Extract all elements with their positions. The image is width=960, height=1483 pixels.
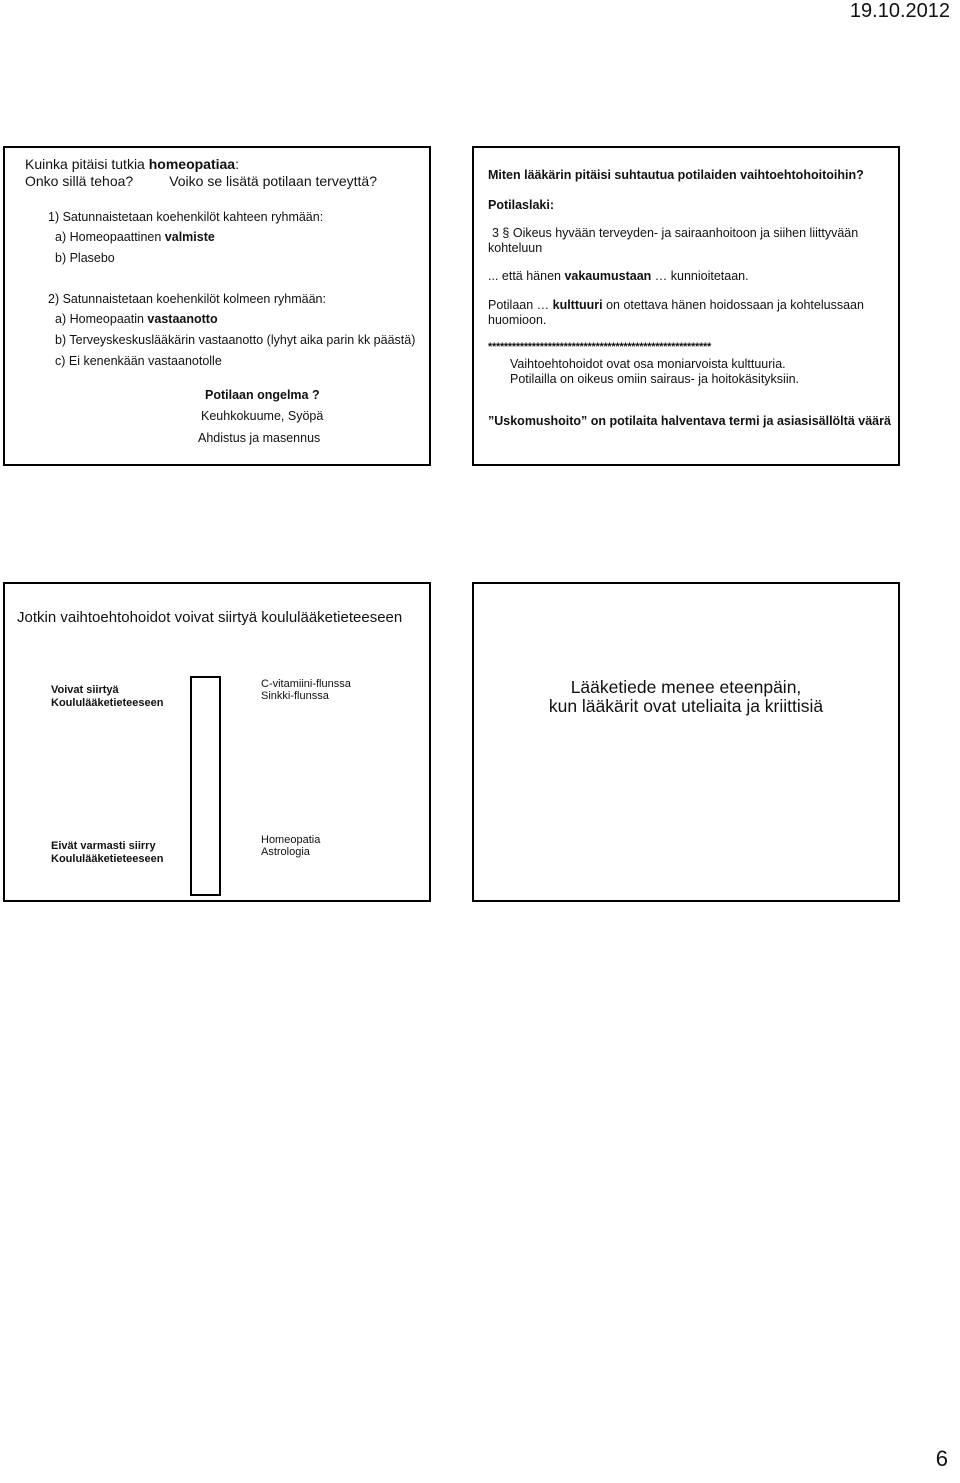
page-number: 6 [935,1446,948,1471]
problem-line1: Keuhkokuume, Syöpä [201,409,324,423]
top-label-line2: Koululääketieteeseen [51,697,164,709]
culture-line2: huomioon. [488,313,547,327]
group-two-option-b: b) Plasebo [55,251,115,265]
bottom-label-line1: Eivät varmasti siirry [51,840,156,852]
group-three-heading: 2) Satunnaistetaan koehenkilöt kolmeen ryhmään: [48,292,326,306]
group-three-option-c: c) Ei kenenkään vastaanotolle [55,354,222,368]
problem-heading: Potilaan ongelma ? [205,388,320,402]
group-two-option-a: a) Homeopaattinen valmiste [55,230,215,244]
progress-line1: Lääketiede menee eteenpäin, [570,677,802,697]
problem-line2: Ahdistus ja masennus [198,431,321,445]
slide-title-line2: Onko sillä tehoa? Voiko se lisätä potilaan terveyttä? [25,173,377,189]
slide-transfer-to-medicine [3,582,431,902]
top-items-line1: C-vitamiini-flunssa [261,678,351,690]
slide-medicine-progress [472,582,900,902]
slide-doctor-attitude [472,146,900,466]
slide-title-line1: Kuinka pitäisi tutkia homeopatiaa: [25,156,239,172]
bottom-label-line2: Koululääketieteeseen [51,853,164,865]
document-date: 19.10.2012 [849,0,950,22]
bottom-items-line1: Homeopatia [261,834,321,846]
culture-line1: Potilaan … kulttuuri on otettava hänen hoidossaan ja kohtelussaan [488,298,864,312]
slide-title: Miten lääkärin pitäisi suhtautua potilaiden vaihtoehtohoitoihin? [488,168,864,182]
slide-homeopathy-research [3,146,431,466]
top-label-line1: Voivat siirtyä [51,684,119,696]
conclusion: ”Uskomushoito” on potilaita halventava termi ja asiasisällöltä väärä [488,414,891,428]
law-line2: kohteluun [488,241,543,255]
slide-title: Jotkin vaihtoehtohoidot voivat siirtyä koululääketieteeseen [17,609,403,626]
top-items-line2: Sinkki-flunssa [261,690,329,702]
values-line1: Vaihtoehtohoidot ovat osa moniarvoista kulttuuria. [510,357,786,371]
bottom-items-line2: Astrologia [261,846,310,858]
group-two-heading: 1) Satunnaistetaan koehenkilöt kahteen ryhmään: [48,210,324,224]
law-line1: 3 § Oikeus hyvään terveyden- ja sairaanhoitoon ja siihen liittyvään [492,226,859,240]
group-three-option-a: a) Homeopaatin vastaanotto [55,312,218,326]
values-line2: Potilailla on oikeus omiin sairaus- ja hoitokäsityksiin. [510,372,800,386]
star-divider: ******************************************************** [488,341,711,353]
progress-line2: kun lääkärit ovat uteliaita ja kriittisiä [548,696,824,716]
group-three-option-b: b) Terveyskeskuslääkärin vastaanotto (lyhyt aika parin kk päästä) [55,333,416,347]
law-heading: Potilaslaki: [488,198,554,212]
scale-bar [190,676,221,896]
respect-line: ... että hänen vakaumustaan … kunnioitetaan. [488,269,749,283]
